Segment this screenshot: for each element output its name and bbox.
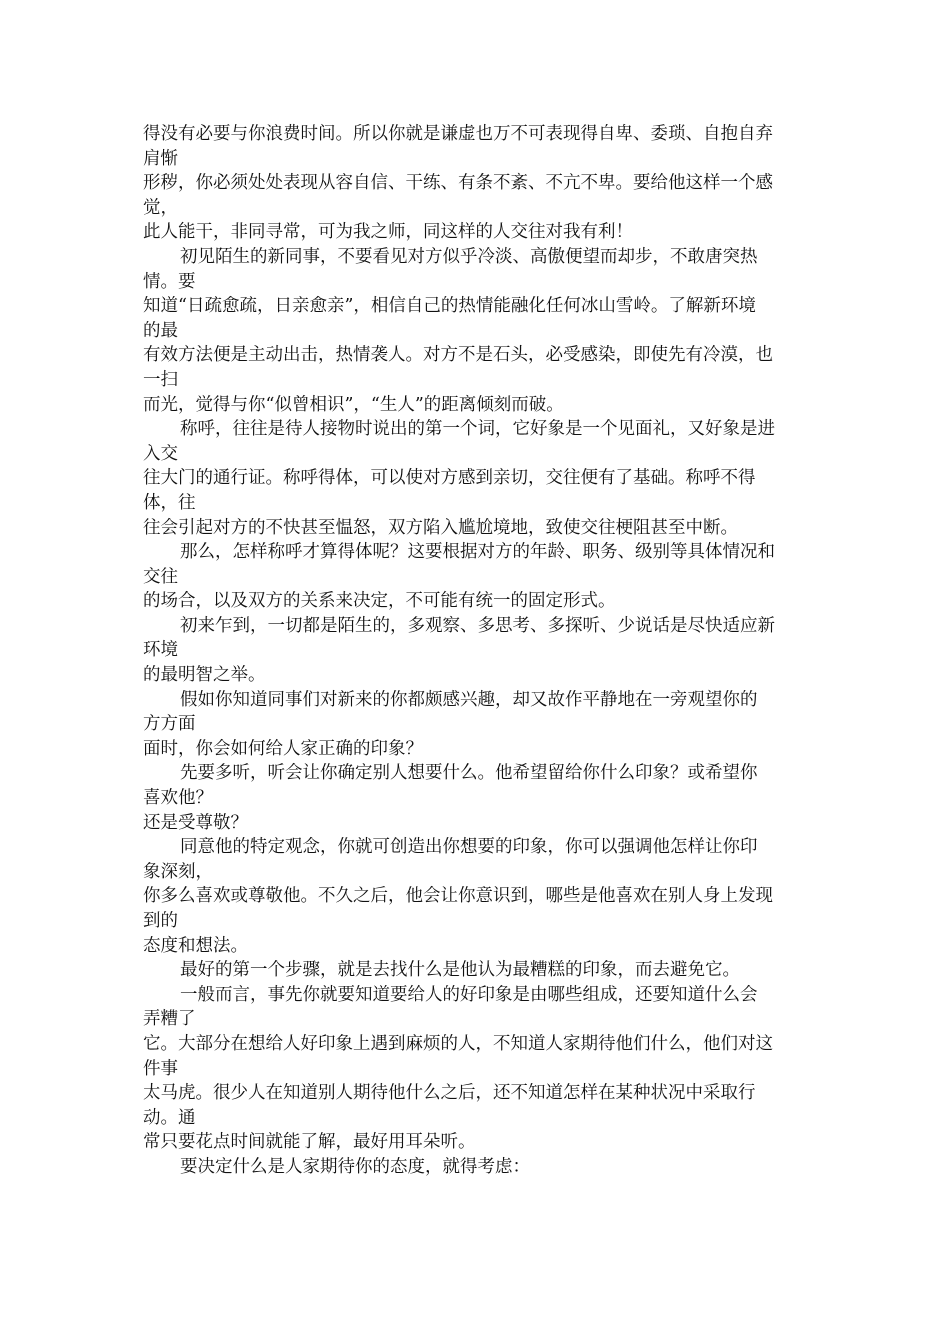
text-line: 喜欢他？ [143, 788, 213, 809]
text-line: 入交 [143, 443, 178, 464]
paragraph-start-line: 一般而言，事先你就要知道要给人的好印象是由哪些组成，还要知道什么会 [180, 984, 758, 1005]
text-line: 往会引起对方的不快甚至愠怒，双方陷入尴尬境地，致使交往梗阻甚至中断。 [143, 517, 738, 538]
paragraph-start-line: 先要多听，听会让你确定别人想要什么。他希望留给你什么印象？或希望你 [180, 763, 758, 784]
text-line: 面时，你会如何给人家正确的印象？ [143, 738, 423, 759]
text-line: 弄糟了 [143, 1009, 196, 1030]
text-line: 的场合，以及双方的关系来决定，不可能有统一的固定形式。 [143, 591, 616, 612]
text-line: 件事 [143, 1058, 178, 1079]
text-line: 象深刻， [143, 861, 213, 882]
paragraph-start-line: 初来乍到，一切都是陌生的，多观察、多思考、多探听、少说话是尽快适应新 [180, 615, 775, 636]
text-line: 的最 [143, 320, 178, 341]
text-line: 态度和想法。 [143, 935, 248, 956]
text-line: 体，往 [143, 492, 196, 513]
text-line: 动。通 [143, 1107, 196, 1128]
text-line: 交往 [143, 566, 178, 587]
text-line: 此人能干，非同寻常，可为我之师，同这样的人交往对我有利！ [143, 222, 633, 243]
text-line: 觉， [143, 197, 178, 218]
text-line: 太马虎。很少人在知道别人期待他什么之后，还不知道怎样在某种状况中采取行 [143, 1083, 756, 1104]
text-line: 环境 [143, 640, 178, 661]
text-line: 有效方法便是主动出击，热情袭人。对方不是石头，必受感染，即使先有冷漠，也 [143, 345, 773, 366]
text-line: 还是受尊敬？ [143, 812, 248, 833]
text-line: 常只要花点时间就能了解，最好用耳朵听。 [143, 1132, 476, 1153]
paragraph-start-line: 同意他的特定观念，你就可创造出你想要的印象，你可以强调他怎样让你印 [180, 837, 758, 858]
text-line: 情。要 [143, 271, 196, 292]
text-line: 它。大部分在想给人好印象上遇到麻烦的人，不知道人家期待他们什么，他们对这 [143, 1033, 773, 1054]
text-line: 方方面 [143, 714, 196, 735]
text-line: 你多么喜欢或尊敬他。不久之后，他会让你意识到，哪些是他喜欢在别人身上发现 [143, 886, 773, 907]
paragraph-start-line: 最好的第一个步骤，就是去找什么是他认为最糟糕的印象，而去避免它。 [180, 960, 740, 981]
text-line: 肩惭 [143, 148, 178, 169]
text-line: 的最明智之举。 [143, 665, 266, 686]
paragraph-start-line: 要决定什么是人家期待你的态度，就得考虑： [180, 1156, 530, 1177]
text-line: 到的 [143, 911, 178, 931]
paragraph-start-line: 称呼，往往是待人接物时说出的第一个词，它好象是一个见面礼，又好象是进 [180, 419, 775, 440]
paragraph-start-line: 那么，怎样称呼才算得体呢？这要根据对方的年龄、职务、级别等具体情况和 [180, 542, 775, 563]
text-line: 往大门的通行证。称呼得体，可以使对方感到亲切，交往便有了基础。称呼不得 [143, 468, 756, 489]
text-line: 而光，觉得与你“似曾相识”，“生人”的距离倾刻而破。 [143, 394, 564, 415]
text-line: 知道“日疏愈疏，日亲愈亲”，相信自己的热情能融化任何冰山雪岭。了解新环境 [143, 296, 756, 317]
paragraph-start-line: 初见陌生的新同事，不要看见对方似乎冷淡、高傲便望而却步，不敢唐突热 [180, 246, 758, 267]
document-body [143, 122, 823, 1180]
text-line: 一扫 [143, 369, 178, 390]
text-line: 形秽，你必须处处表现从容自信、干练、有条不紊、不亢不卑。要给他这样一个感 [143, 173, 773, 194]
paragraph-start-line: 假如你知道同事们对新来的你都颇感兴趣，却又故作平静地在一旁观望你的 [180, 689, 758, 710]
text-line: 得没有必要与你浪费时间。所以你就是谦虚也万不可表现得自卑、委琐、自抱自弃 [143, 124, 773, 144]
